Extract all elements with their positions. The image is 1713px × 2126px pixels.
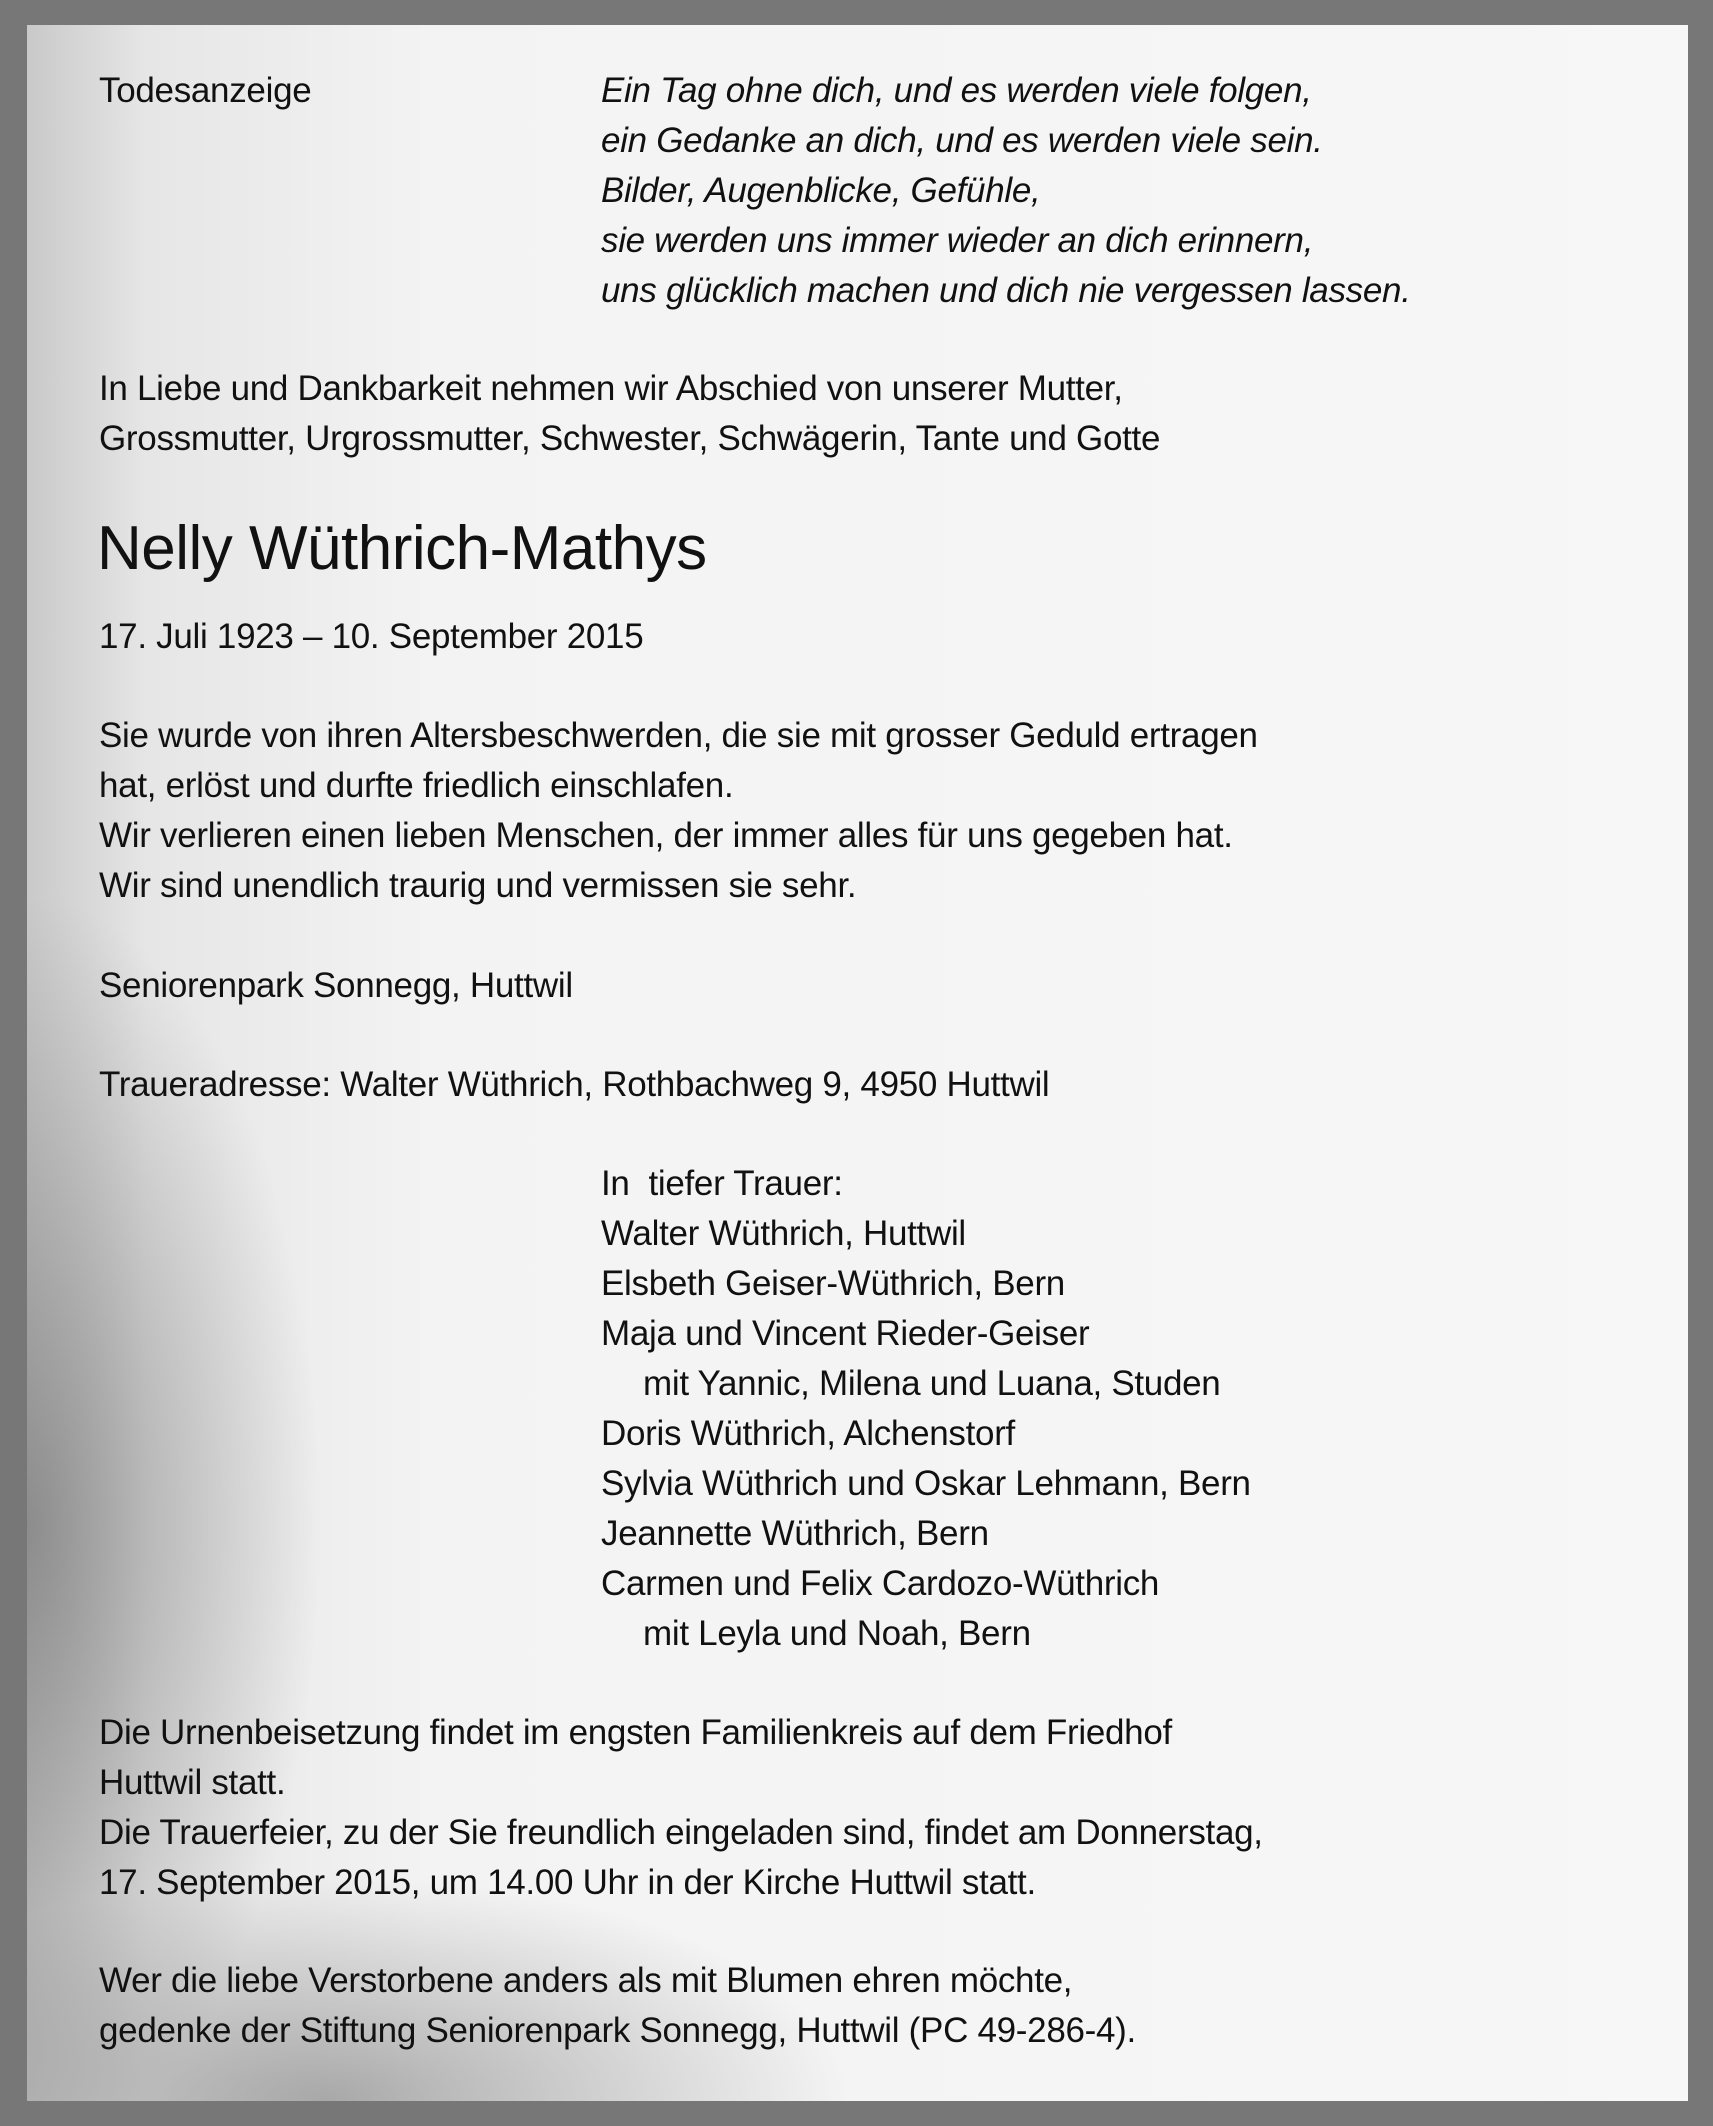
mourner: Carmen und Felix Cardozo-Wüthrich xyxy=(601,1564,1160,1603)
mourner: Elsbeth Geiser-Wüthrich, Bern xyxy=(601,1264,1065,1303)
message-line: Wir sind unendlich traurig und vermissen sie sehr. xyxy=(99,866,857,905)
intro-line: In Liebe und Dankbarkeit nehmen wir Abschied von unserer Mutter, xyxy=(99,369,1123,408)
intro xyxy=(99,364,1160,464)
donation xyxy=(99,1956,1136,2056)
mourner: mit Leyla und Noah, Bern xyxy=(643,1614,1031,1653)
ceremony-line: 17. September 2015, um 14.00 Uhr in der Kirche Huttwil statt. xyxy=(99,1863,1036,1902)
ceremony-line: Huttwil statt. xyxy=(99,1763,286,1802)
deceased-name: Nelly Wüthrich-Mathys xyxy=(97,514,707,583)
intro-line: Grossmutter, Urgrossmutter, Schwester, Schwägerin, Tante und Gotte xyxy=(99,419,1161,458)
mourning-address: Traueradresse: Walter Wüthrich, Rothbachweg 9, 4950 Huttwil xyxy=(99,1065,1050,1104)
mourners-heading: In tiefer Trauer: xyxy=(601,1164,843,1203)
place: Seniorenpark Sonnegg, Huttwil xyxy=(99,966,573,1005)
obituary-card xyxy=(27,25,1688,2101)
mourner: Doris Wüthrich, Alchenstorf xyxy=(601,1414,1015,1453)
donation-line: gedenke der Stiftung Seniorenpark Sonnegg, Huttwil (PC 49-286-4). xyxy=(99,2011,1136,2050)
mourner: Sylvia Wüthrich und Oskar Lehmann, Bern xyxy=(601,1464,1251,1503)
ceremony xyxy=(99,1708,1263,1908)
poem-line: Ein Tag ohne dich, und es werden viele folgen, xyxy=(601,71,1312,110)
donation-line: Wer die liebe Verstorbene anders als mit Blumen ehren möchte, xyxy=(99,1961,1073,2000)
mourners xyxy=(601,1159,1251,1659)
mourner: Maja und Vincent Rieder-Geiser xyxy=(601,1314,1090,1353)
mourner: Walter Wüthrich, Huttwil xyxy=(601,1214,966,1253)
message-line: hat, erlöst und durfte friedlich einschlafen. xyxy=(99,766,734,805)
poem xyxy=(601,66,1411,316)
poem-line: sie werden uns immer wieder an dich erinnern, xyxy=(601,221,1314,260)
message-line: Wir verlieren einen lieben Menschen, der immer alles für uns gegeben hat. xyxy=(99,816,1233,855)
ceremony-line: Die Trauerfeier, zu der Sie freundlich eingeladen sind, findet am Donnerstag, xyxy=(99,1813,1263,1852)
message xyxy=(99,711,1258,911)
poem-line: Bilder, Augenblicke, Gefühle, xyxy=(601,171,1041,210)
poem-line: ein Gedanke an dich, und es werden viele sein. xyxy=(601,121,1323,160)
message-line: Sie wurde von ihren Altersbeschwerden, die sie mit grosser Geduld ertragen xyxy=(99,716,1258,755)
life-dates: 17. Juli 1923 – 10. September 2015 xyxy=(99,617,644,656)
heading: Todesanzeige xyxy=(99,71,312,110)
ceremony-line: Die Urnenbeisetzung findet im engsten Familienkreis auf dem Friedhof xyxy=(99,1713,1172,1752)
mourner: Jeannette Wüthrich, Bern xyxy=(601,1514,989,1553)
poem-line: uns glücklich machen und dich nie vergessen lassen. xyxy=(601,271,1411,310)
mourner: mit Yannic, Milena und Luana, Studen xyxy=(643,1364,1221,1403)
